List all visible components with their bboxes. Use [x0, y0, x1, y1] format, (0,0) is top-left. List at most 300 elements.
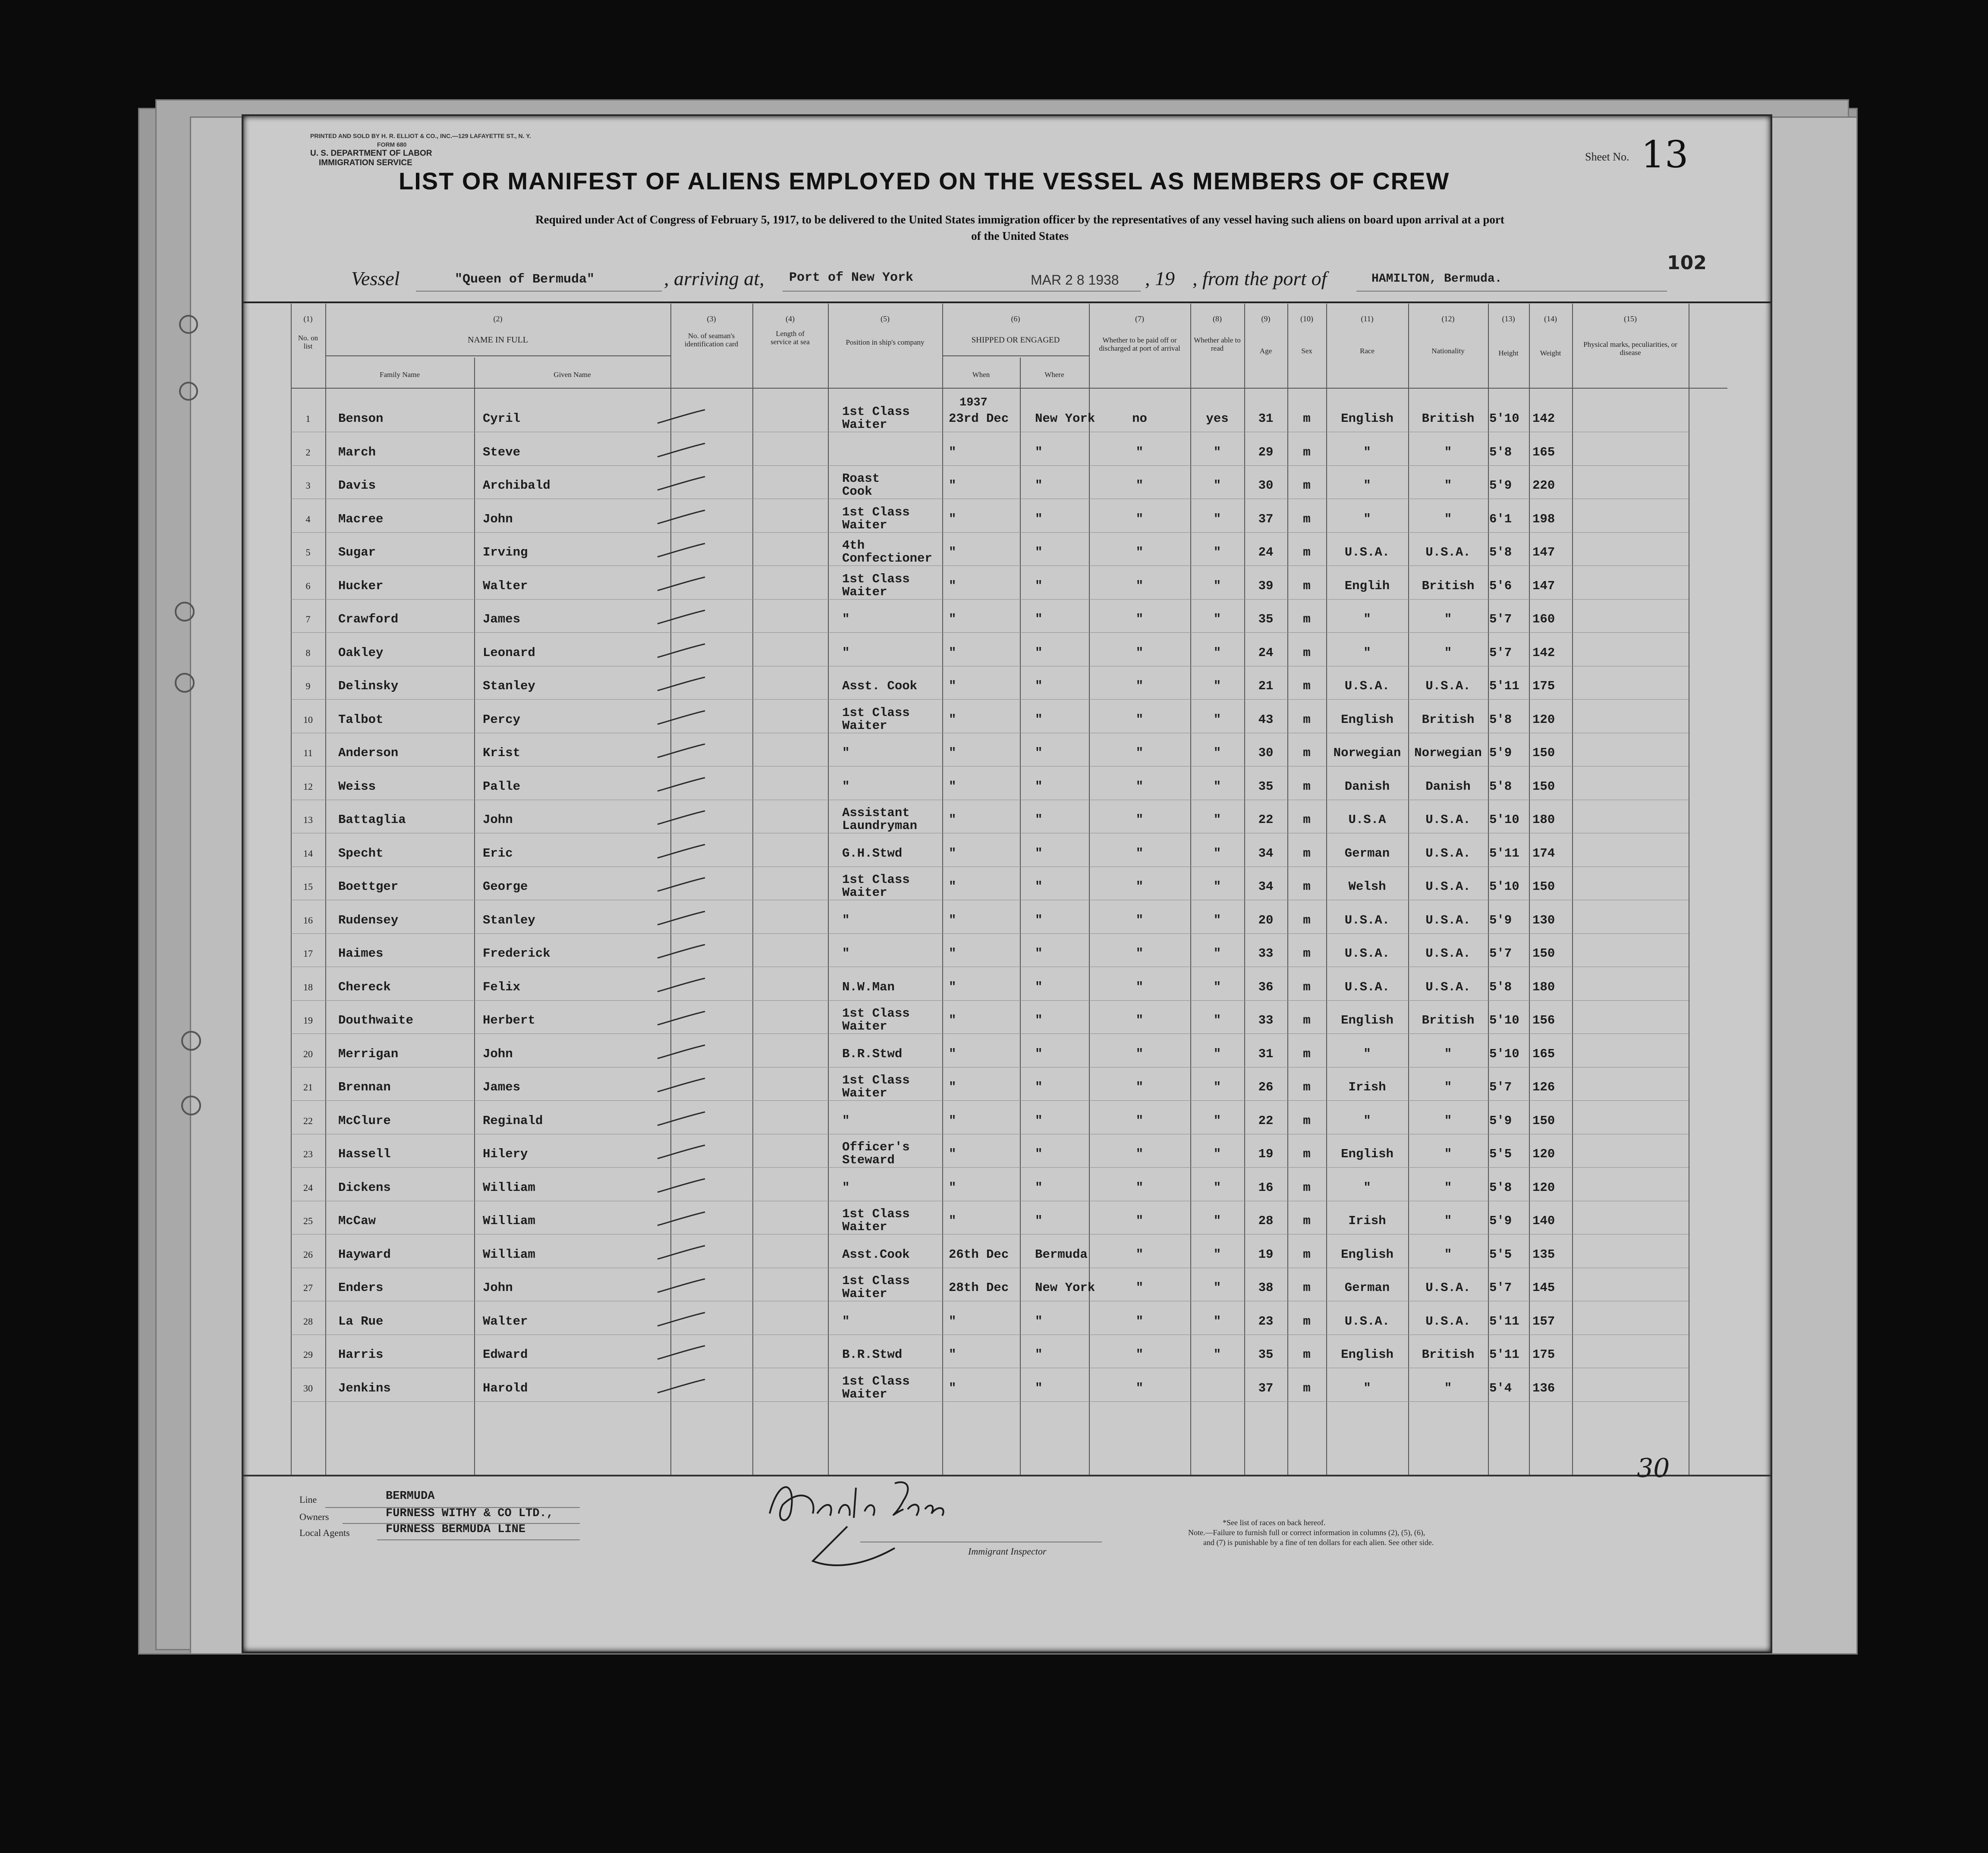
position-line: G.H.Stwd — [842, 846, 903, 861]
row-number: 29 — [303, 1349, 313, 1360]
year-label: , 19 — [1145, 267, 1175, 289]
given-name: John — [483, 813, 513, 827]
race: English — [1341, 1247, 1393, 1262]
row-number: 1 — [305, 413, 311, 424]
family-name: Delinsky — [338, 679, 399, 693]
able-to-read: " — [1213, 746, 1221, 760]
check-mark-stroke — [655, 809, 707, 826]
race: Irish — [1348, 1080, 1386, 1094]
family-name: Macree — [338, 512, 384, 526]
family-name: Merrigan — [338, 1046, 399, 1061]
check-mark-stroke — [655, 1311, 707, 1328]
given-name: Frederick — [483, 946, 550, 961]
race: English — [1341, 1147, 1393, 1161]
row-divider — [291, 1401, 1689, 1402]
paid-off: " — [1136, 1214, 1144, 1228]
position-line: Officer's — [842, 1140, 910, 1154]
shipped-when: " — [949, 1113, 956, 1128]
paid-off: " — [1136, 445, 1144, 459]
position-line: Assistant — [842, 806, 910, 820]
col-num-6: (6) — [1011, 314, 1020, 323]
race: " — [1363, 512, 1371, 526]
age: 22 — [1258, 1113, 1274, 1128]
binder-hole — [181, 1096, 201, 1115]
sex: m — [1303, 846, 1311, 861]
race: Welsh — [1348, 879, 1386, 894]
age: 21 — [1258, 679, 1274, 693]
shipped-when: " — [949, 813, 956, 827]
col-num-7: (7) — [1135, 314, 1144, 323]
given-name: Stanley — [483, 679, 535, 693]
family-name: Enders — [338, 1281, 384, 1295]
weight: 150 — [1532, 746, 1555, 760]
col-age: Age — [1259, 347, 1272, 355]
paid-off: " — [1136, 1080, 1144, 1094]
able-to-read: " — [1213, 1046, 1221, 1061]
given-name: Leonard — [483, 645, 535, 660]
row-number: 26 — [303, 1249, 313, 1260]
row-number: 30 — [303, 1382, 313, 1394]
sheet-number: 13 — [1641, 133, 1689, 176]
position-line: 1st Class — [842, 873, 910, 887]
total-count-note: 30 — [1637, 1453, 1670, 1483]
paid-off: " — [1136, 1247, 1144, 1262]
race: U.S.A. — [1344, 545, 1390, 559]
shipped-when: " — [949, 1013, 956, 1027]
shipped-when: " — [949, 1381, 956, 1395]
age: 37 — [1258, 512, 1274, 526]
height: 5'9 — [1489, 478, 1512, 493]
position-line: Waiter — [842, 1220, 887, 1234]
able-to-read: yes — [1206, 411, 1229, 426]
paid-off: " — [1136, 980, 1144, 994]
family-name: McClure — [338, 1113, 391, 1128]
check-mark-stroke — [655, 408, 707, 425]
position-line: " — [842, 746, 850, 760]
col-given-name: Given Name — [554, 371, 591, 379]
shipped-when: " — [949, 578, 956, 593]
age: 31 — [1258, 411, 1274, 426]
weight: 175 — [1532, 1347, 1555, 1362]
row-number: 22 — [303, 1115, 313, 1126]
check-mark-stroke — [655, 910, 707, 927]
col-num-4: (4) — [786, 314, 795, 323]
col-paid-off: Whether to be paid off or discharged at port of arrival — [1099, 336, 1180, 352]
able-to-read: " — [1213, 879, 1221, 894]
check-mark-stroke — [655, 843, 707, 860]
race: U.S.A. — [1344, 946, 1390, 961]
shipped-where: " — [1035, 846, 1043, 861]
paid-off: " — [1136, 1113, 1144, 1128]
family-name: Hucker — [338, 578, 384, 593]
col-num-1: (1) — [303, 314, 313, 323]
row-number: 15 — [303, 881, 313, 892]
row-divider — [291, 532, 1689, 533]
service-name: IMMIGRATION SERVICE — [319, 158, 412, 167]
shipped-when: " — [949, 1147, 956, 1161]
row-number: 14 — [303, 848, 313, 859]
height: 5'9 — [1489, 913, 1512, 927]
check-mark-stroke — [655, 475, 707, 492]
weight: 147 — [1532, 545, 1555, 559]
nationality: U.S.A. — [1425, 545, 1471, 559]
row-number: 18 — [303, 981, 313, 992]
printer-line: PRINTED AND SOLD BY H. R. ELLIOT & CO., INC.—129 LAFAYETTE ST., N. Y. — [310, 132, 531, 139]
row-number: 17 — [303, 948, 313, 959]
family-name: Crawford — [338, 612, 399, 626]
line-label: Line — [299, 1494, 317, 1505]
nationality: " — [1444, 512, 1452, 526]
nationality: " — [1444, 1080, 1452, 1094]
agents-label: Local Agents — [299, 1527, 350, 1538]
shipped-where: " — [1035, 1347, 1043, 1362]
able-to-read: " — [1213, 779, 1221, 794]
given-name: Hilery — [483, 1147, 528, 1161]
paid-off: " — [1136, 612, 1144, 626]
row-number: 19 — [303, 1015, 313, 1026]
age: 29 — [1258, 445, 1274, 459]
height: 5'8 — [1489, 980, 1512, 994]
weight: 150 — [1532, 1113, 1555, 1128]
shipped-when: " — [949, 913, 956, 927]
col-num-12: (12) — [1441, 314, 1455, 323]
height: 5'9 — [1489, 1214, 1512, 1228]
check-mark-stroke — [655, 642, 707, 660]
given-name: George — [483, 879, 528, 894]
sex: m — [1303, 1013, 1311, 1027]
nationality: " — [1444, 645, 1452, 660]
able-to-read: " — [1213, 512, 1221, 526]
shipped-when: " — [949, 445, 956, 459]
height: 5'11 — [1489, 846, 1519, 861]
race: " — [1363, 1046, 1371, 1061]
family-name: Rudensey — [338, 913, 399, 927]
able-to-read: " — [1213, 1113, 1221, 1128]
able-to-read: " — [1213, 1214, 1221, 1228]
shipped-when: " — [949, 1347, 956, 1362]
paid-off: " — [1136, 512, 1144, 526]
age: 30 — [1258, 746, 1274, 760]
col-num-13: (13) — [1502, 314, 1515, 323]
paid-off: " — [1136, 1347, 1144, 1362]
sex: m — [1303, 1080, 1311, 1094]
col-num-8: (8) — [1213, 314, 1222, 323]
paid-off: " — [1136, 1046, 1144, 1061]
height: 5'8 — [1489, 712, 1512, 727]
family-name: Talbot — [338, 712, 384, 727]
row-number: 25 — [303, 1215, 313, 1226]
arriving-label: , arriving at, — [664, 267, 764, 289]
check-mark-stroke — [655, 1344, 707, 1361]
shipped-where: " — [1035, 980, 1043, 994]
row-divider — [291, 1067, 1689, 1068]
position-line: " — [842, 913, 850, 927]
given-name: Walter — [483, 1314, 528, 1329]
check-mark-stroke — [655, 776, 707, 793]
check-mark-stroke — [655, 1378, 707, 1395]
family-name: Hassell — [338, 1147, 391, 1161]
sex: m — [1303, 779, 1311, 794]
shipped-when: " — [949, 712, 956, 727]
shipped-where: " — [1035, 813, 1043, 827]
paid-off: " — [1136, 1013, 1144, 1027]
col-name-in-full: NAME IN FULL — [468, 335, 528, 345]
paid-off: " — [1136, 879, 1144, 894]
col-num-5: (5) — [881, 314, 890, 323]
given-name: John — [483, 1281, 513, 1295]
weight: 120 — [1532, 712, 1555, 727]
age: 31 — [1258, 1046, 1274, 1061]
able-to-read: " — [1213, 612, 1221, 626]
row-number: 27 — [303, 1282, 313, 1293]
row-number: 6 — [305, 580, 311, 591]
race: German — [1344, 846, 1390, 861]
family-name: McCaw — [338, 1214, 376, 1228]
age: 19 — [1258, 1247, 1274, 1262]
position-line: Waiter — [842, 1387, 887, 1401]
act-requirement-line-2: of the United States — [971, 229, 1069, 242]
nationality: British — [1422, 1013, 1475, 1027]
shipped-when: " — [949, 1080, 956, 1094]
race: " — [1363, 1113, 1371, 1128]
check-mark-stroke — [655, 609, 707, 626]
able-to-read: " — [1213, 1180, 1221, 1195]
penalty-note-2: and (7) is punishable by a fine of ten dollars for each alien. See other side. — [1203, 1538, 1434, 1547]
able-to-read: " — [1213, 946, 1221, 961]
row-number: 3 — [305, 480, 311, 491]
shipped-where: " — [1035, 612, 1043, 626]
age: 34 — [1258, 879, 1274, 894]
position-line: B.R.Stwd — [842, 1046, 903, 1061]
age: 33 — [1258, 946, 1274, 961]
able-to-read: " — [1213, 980, 1221, 994]
family-name: Benson — [338, 411, 384, 426]
race: " — [1363, 478, 1371, 493]
race: U.S.A. — [1344, 913, 1390, 927]
row-divider — [291, 1033, 1689, 1034]
sex: m — [1303, 512, 1311, 526]
shipped-where: " — [1035, 1147, 1043, 1161]
race: U.S.A. — [1344, 1314, 1390, 1329]
able-to-read: " — [1213, 913, 1221, 927]
height: 5'9 — [1489, 746, 1512, 760]
weight: 150 — [1532, 879, 1555, 894]
departure-port: HAMILTON, Bermuda. — [1371, 272, 1502, 286]
check-mark-stroke — [655, 442, 707, 459]
vessel-label: Vessel — [351, 267, 400, 289]
weight: 157 — [1532, 1314, 1555, 1329]
sex: m — [1303, 1046, 1311, 1061]
given-name: Krist — [483, 746, 521, 760]
height: 5'11 — [1489, 1314, 1519, 1329]
inspector-signature — [765, 1462, 1007, 1574]
able-to-read: " — [1213, 712, 1221, 727]
shipped-where: " — [1035, 1180, 1043, 1195]
sex: m — [1303, 578, 1311, 593]
shipped-where: " — [1035, 1381, 1043, 1395]
position-line: Waiter — [842, 418, 887, 432]
col-able-read: Whether able to read — [1194, 336, 1241, 352]
check-mark-stroke — [655, 1244, 707, 1261]
manifest-sheet — [242, 114, 1772, 1653]
row-number: 4 — [305, 513, 311, 524]
family-name: Battaglia — [338, 813, 406, 827]
given-name: Harold — [483, 1381, 528, 1395]
sex: m — [1303, 1147, 1311, 1161]
nationality: " — [1444, 1381, 1452, 1395]
nationality: U.S.A. — [1425, 913, 1471, 927]
height: 5'4 — [1489, 1381, 1512, 1395]
shipped-when: " — [949, 545, 956, 559]
age: 20 — [1258, 913, 1274, 927]
weight: 156 — [1532, 1013, 1555, 1027]
given-name: John — [483, 512, 513, 526]
position-line: Asst. Cook — [842, 679, 918, 693]
weight: 130 — [1532, 913, 1555, 927]
sex: m — [1303, 445, 1311, 459]
given-name: Irving — [483, 545, 528, 559]
race: Norwegian — [1333, 746, 1401, 760]
race: " — [1363, 645, 1371, 660]
age: 16 — [1258, 1180, 1274, 1195]
height: 5'8 — [1489, 445, 1512, 459]
weight: 175 — [1532, 679, 1555, 693]
sex: m — [1303, 813, 1311, 827]
inspector-label: Immigrant Inspector — [968, 1546, 1047, 1557]
nationality: U.S.A. — [1425, 813, 1471, 827]
nationality: U.S.A. — [1425, 1281, 1471, 1295]
height: 5'7 — [1489, 946, 1512, 961]
row-number: 28 — [303, 1316, 313, 1327]
nationality: " — [1444, 478, 1452, 493]
shipped-where: " — [1035, 545, 1043, 559]
check-mark-stroke — [655, 876, 707, 893]
col-num-2: (2) — [493, 314, 503, 323]
given-name: James — [483, 612, 521, 626]
family-name: Anderson — [338, 746, 399, 760]
shipped-where: " — [1035, 1113, 1043, 1128]
position-line: 1st Class — [842, 1006, 910, 1021]
given-name: Felix — [483, 980, 521, 994]
weight: 145 — [1532, 1281, 1555, 1295]
paid-off: " — [1136, 712, 1144, 727]
row-number: 5 — [305, 547, 311, 558]
weight: 165 — [1532, 1046, 1555, 1061]
nationality: " — [1444, 1247, 1452, 1262]
shipped-when: " — [949, 980, 956, 994]
height: 5'10 — [1489, 879, 1519, 894]
height: 5'10 — [1489, 1013, 1519, 1027]
from-port-label: , from the port of — [1192, 267, 1327, 289]
col-num-14: (14) — [1544, 314, 1557, 323]
row-divider — [291, 565, 1689, 566]
race: U.S.A. — [1344, 980, 1390, 994]
year-note: 1937 — [959, 396, 988, 409]
sex: m — [1303, 746, 1311, 760]
shipped-where: " — [1035, 445, 1043, 459]
row-divider — [291, 465, 1689, 466]
able-to-read: " — [1213, 478, 1221, 493]
row-number: 7 — [305, 614, 311, 625]
able-to-read: " — [1213, 578, 1221, 593]
height: 5'7 — [1489, 612, 1512, 626]
shipped-where: " — [1035, 779, 1043, 794]
position-line: Cook — [842, 484, 872, 499]
age: 34 — [1258, 846, 1274, 861]
position-line: 1st Class — [842, 1274, 910, 1288]
shipped-when: " — [949, 1046, 956, 1061]
line-value: BERMUDA — [386, 1490, 435, 1503]
race: English — [1341, 411, 1393, 426]
shipped-when: " — [949, 779, 956, 794]
age: 30 — [1258, 478, 1274, 493]
shipped-when: 28th Dec — [949, 1281, 1009, 1295]
age: 26 — [1258, 1080, 1274, 1094]
family-name: Oakley — [338, 645, 384, 660]
col-length-service: Length of service at sea — [771, 330, 810, 346]
sex: m — [1303, 1381, 1311, 1395]
col-num-9: (9) — [1261, 314, 1271, 323]
shipped-when: " — [949, 478, 956, 493]
row-number: 24 — [303, 1182, 313, 1193]
col-weight: Weight — [1540, 349, 1561, 357]
race: " — [1363, 1381, 1371, 1395]
race: " — [1363, 445, 1371, 459]
sex: m — [1303, 1247, 1311, 1262]
given-name: Percy — [483, 712, 521, 727]
sex: m — [1303, 411, 1311, 426]
able-to-read: " — [1213, 1247, 1221, 1262]
shipped-where: Bermuda — [1035, 1247, 1088, 1262]
col-nationality: Nationality — [1431, 347, 1465, 355]
check-mark-stroke — [655, 742, 707, 760]
shipped-where: " — [1035, 645, 1043, 660]
sex: m — [1303, 612, 1311, 626]
sex: m — [1303, 1314, 1311, 1329]
col-num-10: (10) — [1300, 314, 1313, 323]
check-mark-stroke — [655, 1077, 707, 1094]
position-line: Confectioner — [842, 551, 932, 565]
binder-hole — [181, 1031, 201, 1051]
paid-off: " — [1136, 1147, 1144, 1161]
nationality: U.S.A. — [1425, 980, 1471, 994]
paid-off: " — [1136, 746, 1144, 760]
weight: 180 — [1532, 980, 1555, 994]
shipped-where: " — [1035, 1314, 1043, 1329]
nationality: " — [1444, 1046, 1452, 1061]
nationality: " — [1444, 1113, 1452, 1128]
given-name: William — [483, 1214, 535, 1228]
paid-off: " — [1136, 913, 1144, 927]
shipped-where: " — [1035, 946, 1043, 961]
weight: 135 — [1532, 1247, 1555, 1262]
row-number: 21 — [303, 1082, 313, 1093]
row-number: 12 — [303, 781, 313, 792]
sex: m — [1303, 980, 1311, 994]
position-line: " — [842, 645, 850, 660]
shipped-when: " — [949, 879, 956, 894]
check-mark-stroke — [655, 709, 707, 726]
age: 28 — [1258, 1214, 1274, 1228]
given-name: James — [483, 1080, 521, 1094]
shipped-when: " — [949, 512, 956, 526]
weight: 120 — [1532, 1147, 1555, 1161]
age: 37 — [1258, 1381, 1274, 1395]
height: 6'1 — [1489, 512, 1512, 526]
check-mark-stroke — [655, 542, 707, 559]
nationality: U.S.A. — [1425, 846, 1471, 861]
height: 5'7 — [1489, 1080, 1512, 1094]
